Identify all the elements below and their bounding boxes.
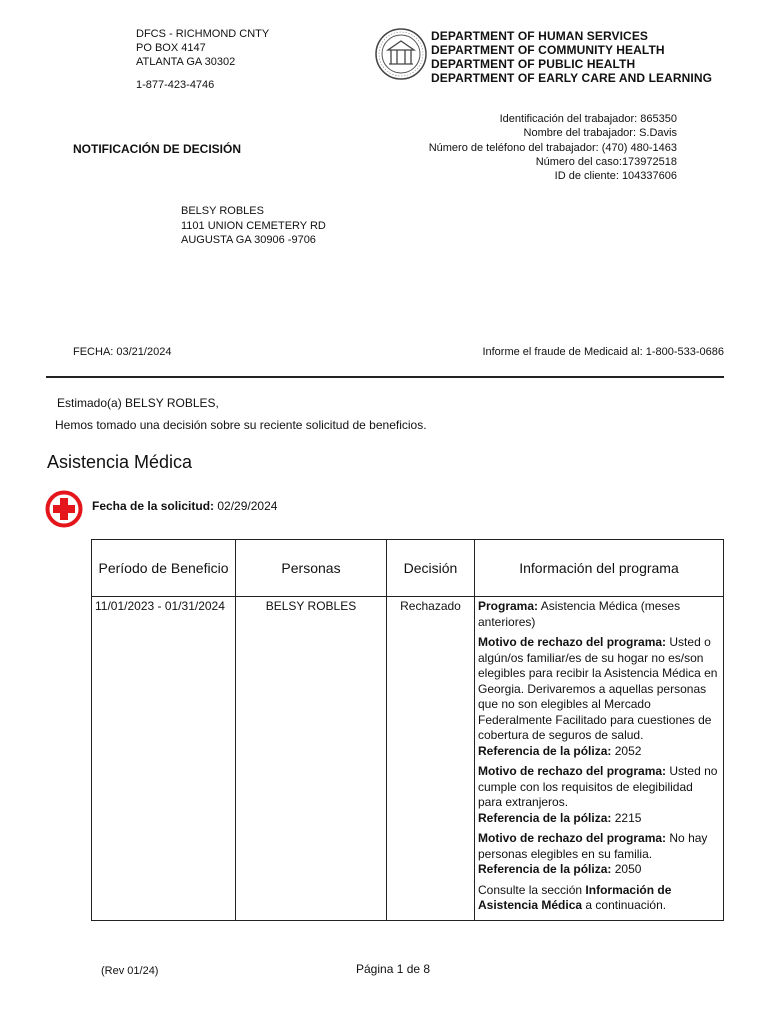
table-header-row — [92, 540, 724, 597]
worker-phone-label: Número de teléfono del trabajador: — [428, 141, 599, 154]
sender-city: ATLANTA GA 30302 — [136, 56, 236, 68]
denial-reason-text: Usted o algún/os familiar/es de su hogar no es/son elegibles para recibir la Asistencia Médica en Georgia. Derivaremos a aquellas personas que no son elegibles al Mercado Federalmente Facilitado para cuestiones de cobertura de seguros de salud. — [478, 635, 718, 742]
cell-period: 11/01/2023 - 01/31/2024 — [92, 597, 236, 921]
georgia-state-seal-icon — [375, 28, 427, 80]
department-list — [431, 29, 712, 85]
client-id-label: ID de cliente: — [554, 170, 619, 183]
worker-id-row — [429, 112, 677, 126]
program-block — [478, 599, 720, 630]
denial-reason-text: Usted no cumple con los requisitos de elegibilidad para extranjeros. — [478, 764, 718, 809]
page-number: Página 1 de 8 — [356, 962, 431, 976]
policy-ref-label: Referencia de la póliza: — [478, 743, 612, 758]
header-program-info: Información del programa — [475, 540, 724, 597]
client-id-row — [429, 169, 677, 183]
cell-decision: Rechazado — [387, 597, 475, 921]
denial-reason-text: No hay personas elegibles en su familia. — [478, 831, 708, 861]
policy-ref-value: 2215 — [614, 810, 642, 825]
case-number-label: Número del caso: — [535, 155, 622, 168]
sender-address — [136, 27, 269, 92]
denial-reason-label: Motivo de rechazo del programa: — [478, 764, 667, 778]
denial-reason-block — [478, 764, 720, 826]
header-period: Período de Beneficio — [92, 540, 236, 597]
fraud-report-line: Informe el fraude de Medicaid al: 1-800-533-0686 — [482, 346, 724, 358]
client-id-value: 104337606 — [621, 170, 677, 183]
closing-post: a continuación. — [585, 898, 667, 912]
department-name: DEPARTMENT OF COMMUNITY HEALTH — [431, 43, 665, 57]
recipient-name: BELSY ROBLES — [181, 205, 264, 217]
policy-ref-value: 2050 — [614, 862, 642, 876]
header-persons: Personas — [236, 540, 387, 597]
closing-note — [478, 883, 720, 914]
policy-ref-label: Referencia de la póliza: — [478, 862, 612, 876]
recipient-street: 1101 UNION CEMETERY RD — [181, 219, 326, 232]
department-name: DEPARTMENT OF PUBLIC HEALTH — [431, 57, 636, 71]
application-date — [92, 499, 277, 513]
worker-id-label: Identificación del trabajador: — [499, 113, 638, 125]
worker-name-label: Nombre del trabajador: — [523, 127, 637, 140]
recipient-city: AUGUSTA GA 30906 -9706 — [181, 234, 316, 246]
closing-pre: Consulte la sección — [478, 882, 583, 897]
table-row — [92, 597, 724, 921]
worker-name-row — [429, 126, 677, 140]
greeting: Estimado(a) BELSY ROBLES, — [57, 396, 219, 410]
header-decision: Decisión — [387, 540, 475, 597]
medical-cross-icon — [45, 490, 83, 528]
worker-phone-value: (470) 480-1463 — [601, 141, 677, 154]
sender-office: DFCS - RICHMOND CNTY — [136, 28, 270, 40]
revision-label: (Rev 01/24) — [101, 965, 159, 977]
notice-title: NOTIFICACIÓN DE DECISIÓN — [73, 142, 242, 156]
worker-name-value: S.Davis — [639, 127, 677, 140]
policy-ref-label: Referencia de la póliza: — [478, 810, 612, 825]
policy-ref-value: 2052 — [614, 743, 642, 758]
case-number-value: 173972518 — [621, 155, 677, 168]
denial-reason-label: Motivo de rechazo del programa: — [478, 831, 667, 845]
department-name: DEPARTMENT OF EARLY CARE AND LEARNING — [431, 71, 713, 85]
divider — [46, 376, 724, 378]
recipient-address — [181, 204, 326, 248]
case-number-row — [429, 155, 677, 169]
denial-reason-label: Motivo de rechazo del programa: — [478, 635, 667, 649]
department-name: DEPARTMENT OF HUMAN SERVICES — [431, 29, 649, 43]
denial-reason-block — [478, 831, 720, 878]
program-value: Asistencia Médica (meses anteriores) — [478, 599, 681, 629]
section-title: Asistencia Médica — [47, 452, 193, 472]
notice-date: FECHA: 03/21/2024 — [73, 346, 172, 358]
worker-phone-row — [429, 141, 677, 155]
sender-phone: 1-877-423-4746 — [136, 79, 215, 91]
program-label: Programa: — [478, 599, 539, 613]
benefits-table — [91, 539, 724, 921]
cell-persons: BELSY ROBLES — [236, 597, 387, 921]
application-date-value: 02/29/2024 — [217, 499, 278, 513]
closing-section-name: Información de Asistencia Médica — [478, 882, 672, 912]
cell-program-info — [475, 597, 724, 921]
sender-po-box: PO BOX 4147 — [136, 42, 206, 54]
denial-reason-block — [478, 635, 720, 759]
intro-text: Hemos tomado una decisión sobre su reciente solicitud de beneficios. — [55, 418, 427, 432]
application-date-label: Fecha de la solicitud: — [92, 499, 215, 513]
worker-id-value: 865350 — [640, 113, 677, 125]
worker-info — [429, 112, 677, 183]
